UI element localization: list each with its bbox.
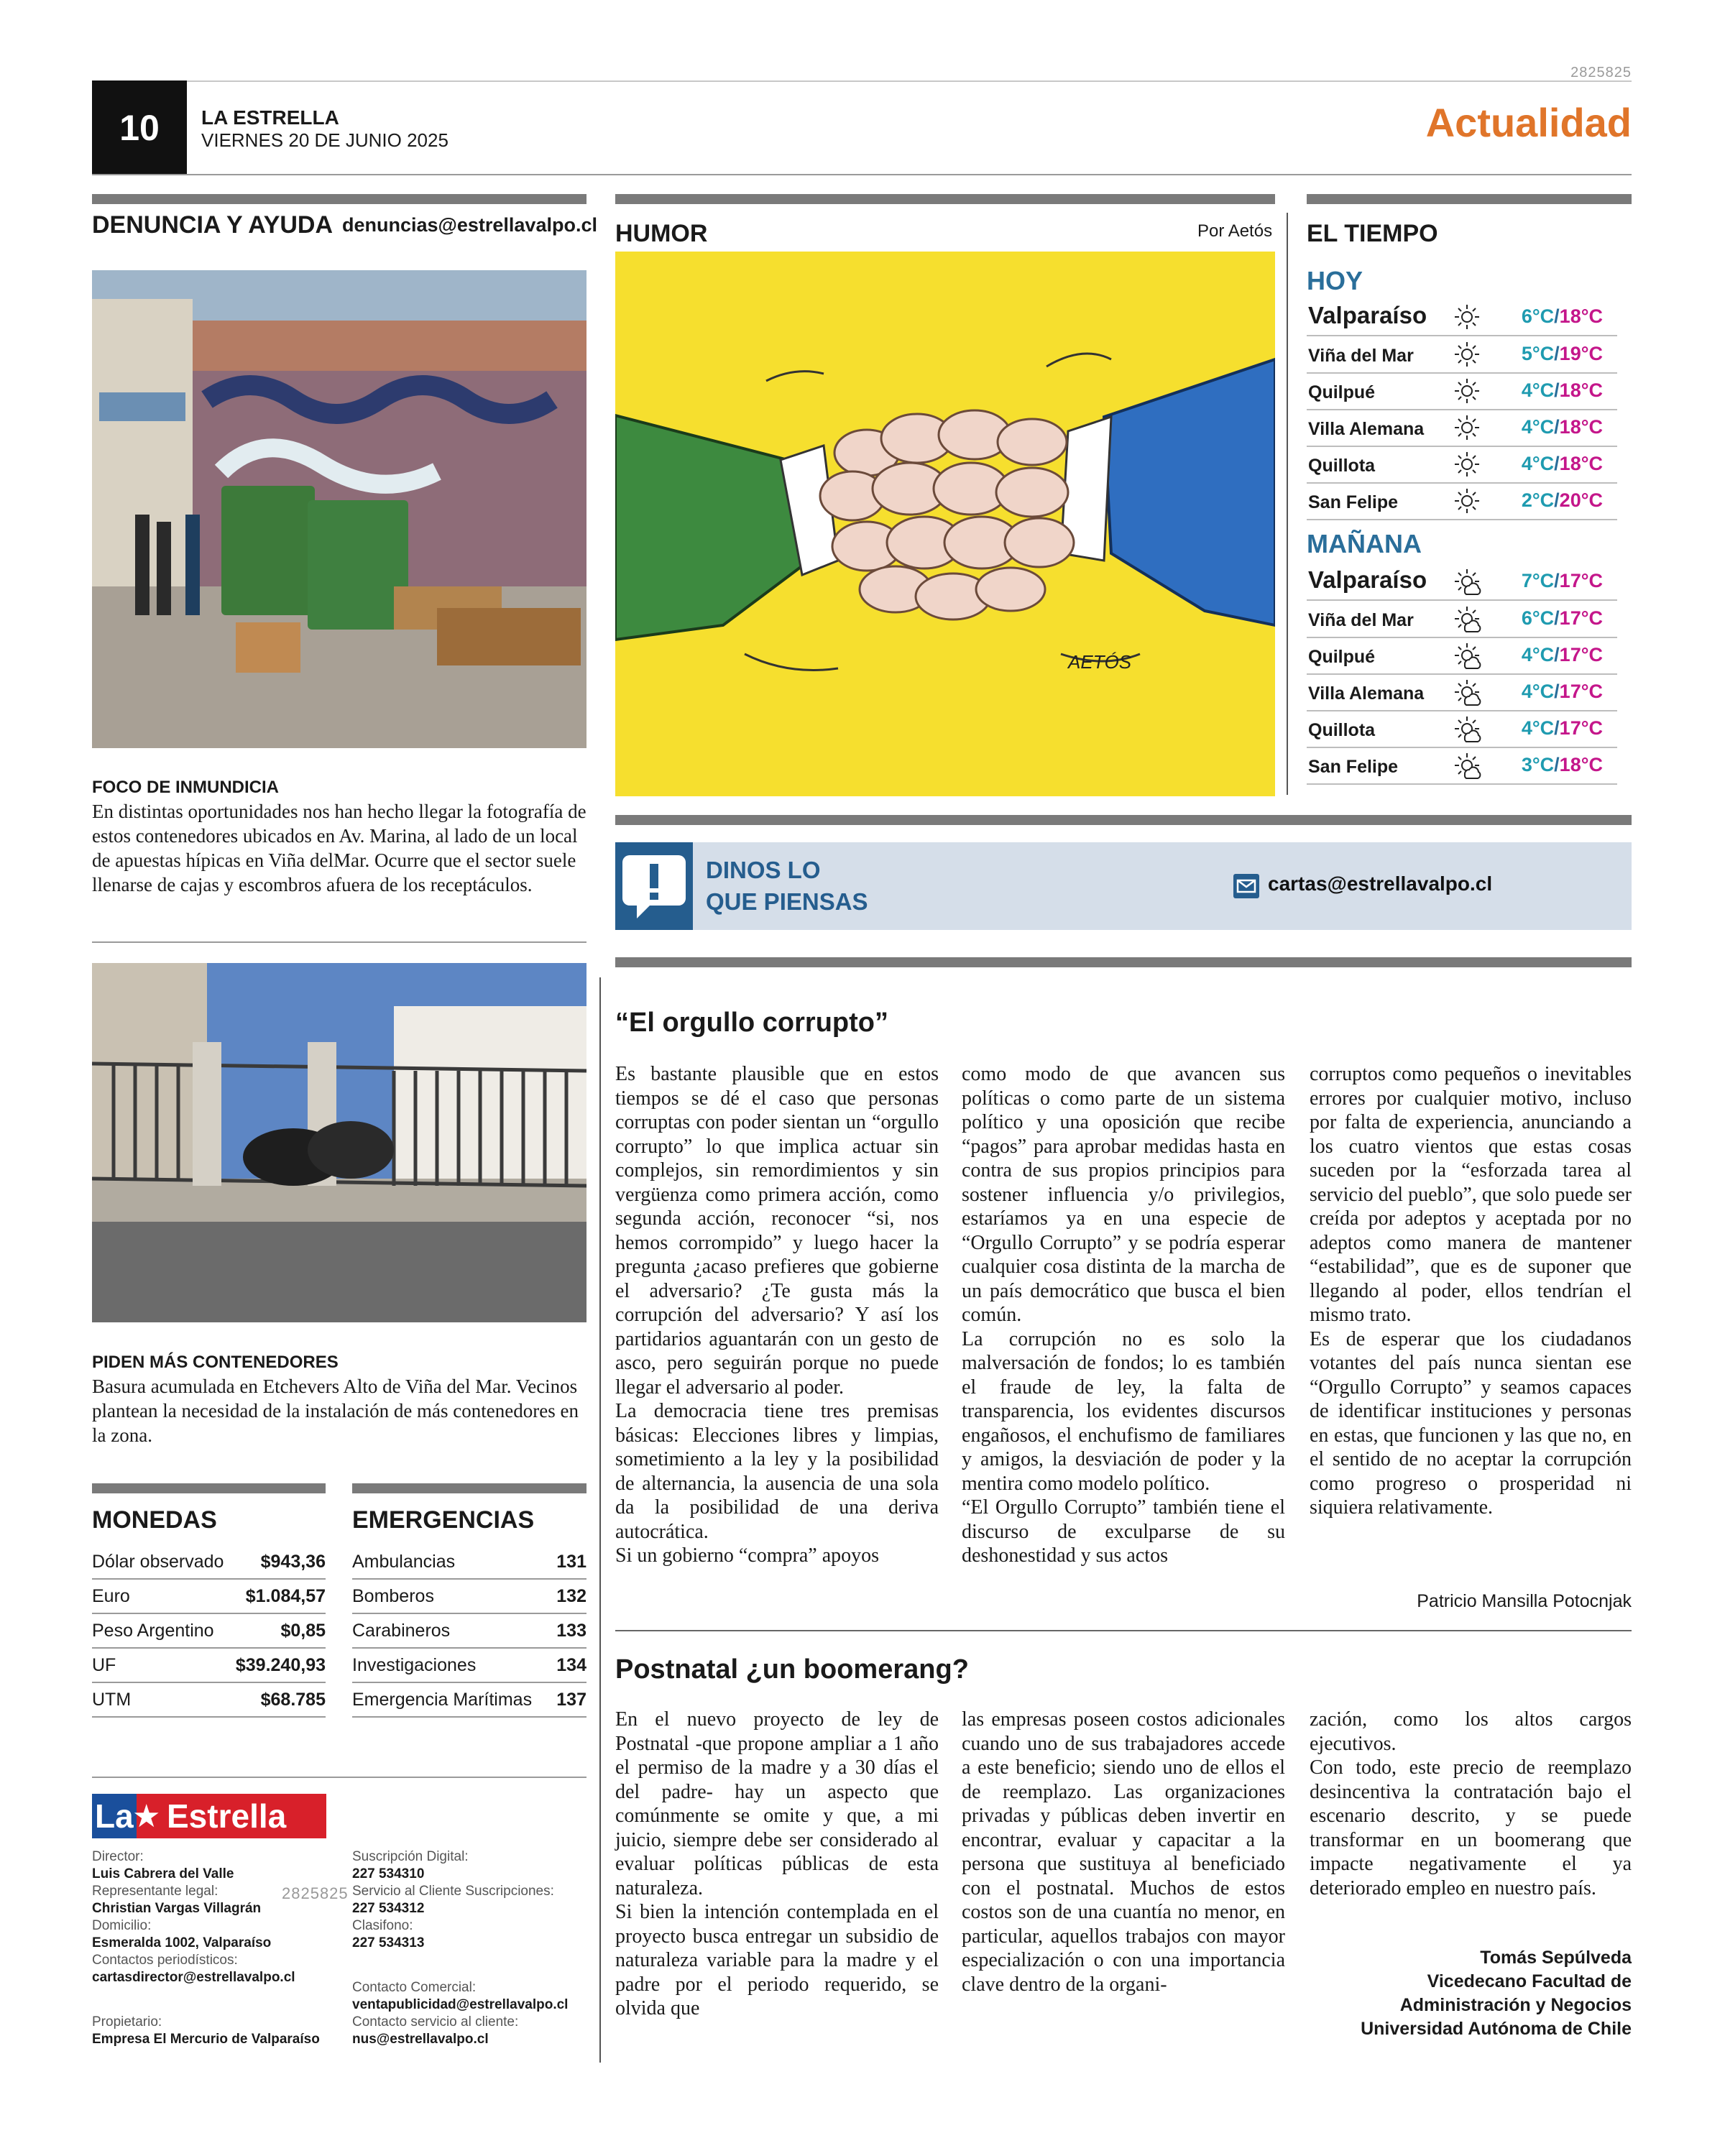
weather-temps (1522, 607, 1603, 630)
author-line: Universidad Autónoma de Chile (1361, 2019, 1632, 2039)
monedas-value: $68.785 (260, 1690, 326, 1710)
temp-separator: / (1554, 453, 1560, 474)
sun-cloud-icon (1452, 640, 1482, 671)
caption-title: FOCO DE INMUNDICIA (92, 778, 279, 797)
temp-separator: / (1554, 644, 1560, 665)
temp-max: 17°C (1559, 681, 1603, 702)
sun-icon (1452, 486, 1482, 516)
humor-cartoon (615, 252, 1275, 796)
sun-cloud-icon (1452, 677, 1482, 707)
temp-min: 2°C (1521, 489, 1555, 511)
masthead-value: Christian Vargas Villagrán (92, 1901, 262, 1916)
temp-min: 4°C (1521, 416, 1555, 438)
monedas-row (92, 1649, 326, 1683)
weather-temps (1522, 305, 1603, 328)
weather-city: Viña del Mar (1308, 346, 1414, 366)
temp-min: 7°C (1521, 570, 1555, 591)
weather-today-label: HOY (1307, 266, 1363, 295)
masthead-value: 227 534312 (352, 1901, 425, 1916)
emergencias-row (352, 1649, 586, 1683)
monedas-label: UTM (92, 1690, 132, 1710)
weather-row (1307, 676, 1617, 711)
weather-row (1307, 602, 1617, 638)
divider (615, 1630, 1632, 1631)
weather-temps (1522, 416, 1603, 438)
watermark: 2825825 (282, 1884, 349, 1902)
temp-min: 4°C (1521, 681, 1555, 702)
monedas-value: $943,36 (260, 1552, 326, 1572)
section-name: Actualidad (1425, 100, 1632, 145)
divider (92, 1777, 586, 1778)
masthead-value[interactable]: ventapublicidad@estrellavalpo.cl (352, 1997, 569, 2012)
weather-city: Quilpué (1308, 647, 1376, 667)
temp-max: 17°C (1559, 717, 1603, 739)
temp-separator: / (1554, 489, 1560, 511)
temp-separator: / (1554, 754, 1560, 775)
weather-temps (1522, 570, 1603, 592)
temp-min: 5°C (1521, 343, 1555, 364)
emergencias-label: Investigaciones (352, 1655, 477, 1675)
header-rule (92, 174, 1632, 175)
temp-separator: / (1554, 379, 1560, 401)
weather-city: Quillota (1308, 456, 1376, 476)
temp-max: 18°C (1559, 379, 1603, 401)
top-rule (92, 80, 1632, 82)
weather-temps (1522, 343, 1603, 365)
column-divider (599, 977, 601, 2063)
temp-separator: / (1554, 305, 1560, 327)
caption-text: En distintas oportunidades nos han hecho llegar la fotografía de estos contenedores ubicados en Av. Marina, al lado de un local de apuestas hípicas en Viña delMar. Ocurre que el sector suele llenarse de cajas y escombros afuera de los receptáculos. (92, 801, 586, 895)
author-line: Administración y Negocios (1399, 1995, 1632, 2015)
humor-author: Por Aetós (1197, 221, 1273, 241)
weather-row (1307, 448, 1617, 484)
masthead-label: Propietario: (92, 2014, 162, 2030)
emergencias-value: 134 (556, 1655, 586, 1675)
sun-cloud-icon (1452, 566, 1482, 596)
weather-city: San Felipe (1308, 492, 1399, 512)
masthead-label: Contacto Comercial: (352, 1980, 477, 1995)
article-column: En el nuevo proyecto de ley de Postnatal -que propone ampliar a 1 año el permiso de la madre y a 30 días el del padre- hay un aspecto que comúnmente se omite y que, a mi juicio, siempre debe ser considerado al evaluar políticas públicas de esta naturaleza. Si bien la intención contemplada en el proyecto busca entregar un subsidio de naturaleza variable para la madre y el padre por el periodo requerido, se olvida que (615, 1708, 939, 2019)
temp-max: 17°C (1559, 607, 1603, 629)
author-line: Vicedecano Facultad de (1427, 1971, 1632, 1991)
sun-cloud-icon (1452, 604, 1482, 634)
sun-icon (1452, 339, 1482, 369)
emergencias-row (352, 1545, 586, 1580)
sun-icon (1452, 376, 1482, 406)
article-column: zación, como los altos cargos ejecutivos. Con todo, este precio de reemplazo desincentiva la contratación bajo el escenario descrito, y se puede transformar en un boomerang que impacte negativamente el ya deteriorado empleo en nuestro país. (1310, 1708, 1632, 1899)
photo-containers (92, 270, 586, 748)
monedas-label: Euro (92, 1586, 130, 1606)
masthead-value: 227 534313 (352, 1935, 425, 1950)
logo-part1: La (95, 1797, 134, 1835)
la-estrella-logo (92, 1794, 326, 1838)
emergencias-value: 137 (556, 1690, 586, 1710)
dinos-line1: DINOS LO (706, 857, 821, 883)
section-bar (615, 957, 1632, 967)
dinos-email[interactable]: cartas@estrellavalpo.cl (1268, 872, 1493, 895)
weather-row (1307, 484, 1617, 520)
weather-temps (1522, 453, 1603, 475)
masthead-value: 227 534310 (352, 1866, 425, 1881)
temp-separator: / (1554, 607, 1560, 629)
weather-city: Quilpué (1308, 382, 1376, 402)
weather-temps (1522, 489, 1603, 512)
monedas-value: $0,85 (280, 1621, 326, 1641)
monedas-label: Peso Argentino (92, 1621, 214, 1641)
page-id: 2825825 (1570, 65, 1632, 80)
weather-city: Quillota (1308, 720, 1376, 740)
masthead-label: Servicio al Cliente Suscripciones: (352, 1884, 554, 1899)
emergencias-title: EMERGENCIAS (352, 1506, 535, 1534)
weather-temps (1522, 379, 1603, 402)
masthead-label: Representante legal: (92, 1884, 218, 1899)
emergencias-row (352, 1683, 586, 1718)
weather-row (1307, 639, 1617, 675)
article-column: las empresas poseen costos adicionales cuando uno de sus trabajadores accede a este beneficio; siendo uno de ellos el de reemplazo. Las organizaciones privadas y públicas deben invertir en encontrar, evaluar y capacitar a la persona que sustituya al beneficiado con el postnatal. Muchos de estos costos son de una cuantía no menor, en particular, aquellos trabajos con mayor especialización o con una importancia clave dentro de la organi- (962, 1708, 1285, 1996)
sun-cloud-icon (1452, 750, 1482, 780)
monedas-label: Dólar observado (92, 1552, 224, 1572)
weather-row (1307, 749, 1617, 785)
masthead-value: Luis Cabrera del Valle (92, 1866, 234, 1881)
emergencias-row (352, 1614, 586, 1649)
star-icon: ★ (132, 1798, 161, 1835)
weather-city: Villa Alemana (1308, 419, 1425, 439)
temp-min: 3°C (1521, 754, 1555, 775)
sun-icon (1452, 449, 1482, 479)
temp-separator: / (1554, 681, 1560, 702)
weather-city: Villa Alemana (1308, 683, 1425, 704)
humor-title: HUMOR (615, 220, 708, 247)
denuncia-title: DENUNCIA Y AYUDA (92, 211, 334, 239)
article-column: como modo de que avancen sus políticas o como parte de un sistema político y una oposición que recibe “pagos” para aprobar medidas hasta en contra de sus propios principios para sostener influencia y/o privilegios, estaríamos ya en una especie de “Orgullo Corrupto” y se podría esperar cualquier cosa distinta de la marcha de un país democrático que busca el bien común. La corrupción no es solo la malversación de fondos; lo es también el fraude de ley, la falta de transparencia, los evidentes discursos engañosos, el enchufismo de familiares y amigos, la desviación de poder y la mentira como modelo político. “El Orgullo Corrupto” también tiene el discurso de exculparse de su deshonestidad y sus actos (962, 1063, 1285, 1567)
masthead-label: Contactos periodísticos: (92, 1953, 238, 1968)
section-bar (92, 1483, 326, 1493)
monedas-row (92, 1580, 326, 1614)
section-bar (92, 194, 586, 204)
temp-max: 18°C (1559, 416, 1603, 438)
masthead-right (352, 1848, 554, 1952)
masthead-left (92, 1848, 295, 1986)
weather-row (1307, 559, 1617, 601)
section-bar (1307, 194, 1632, 204)
monedas-row (92, 1545, 326, 1580)
article-column: corruptos como pequeños o inevitables errores por cualquier motivo, incluso por falta de experiencia, anunciando a los cuatro vientos que estas cosas suceden por la “esforzada tarea al servicio del pueblo”, que solo puede ser creída por adeptos y aceptada por no adeptos como manera de mantener “estabilidad”, que es de suponer que llegando al poder, ellos tendrían el mismo trato. Es de esperar que los ciudadanos votantes del país nunca sientan ese “Orgullo Corrupto” y seamos capaces de identificar instituciones y personas en estas, que funcionen y las que no, en el sentido de no aceptar la corrupción como progreso o prosperidad ni siquiera relativamente. (1310, 1063, 1632, 1519)
article-column: Es bastante plausible que en estos tiempos se dé el caso que personas corruptas con poder sientan un “orgullo corrupto” lo que implica actuar sin complejos, sin remordimientos y sin vergüenza como primera acción, como segunda acción, reconocer “si, nos hemos corrompido” y luego hacer la pregunta ¿acaso prefieres que gobierne el adversario? ¿Te gusta más la corrupción del adversario? Y así los partidarios aguantarán con un gesto de asco, pero seguirán porque no puede llegar el adversario al poder. La democracia tiene tres premisas básicas: Elecciones libres y limpias, sometimiento a la ley y la posibilidad de alternancia, la ausencia de una sola da la posibilidad de una deriva autocrática. Si un gobierno “compra” apoyos (615, 1063, 939, 1567)
section-bar (615, 194, 1275, 204)
weather-city: Valparaíso (1308, 566, 1427, 593)
masthead-label: Clasifono: (352, 1918, 413, 1933)
envelope-icon (1233, 874, 1259, 898)
sun-cloud-icon (1452, 714, 1482, 744)
article-title: Postnatal ¿un boomerang? (615, 1654, 969, 1685)
masthead-right2 (352, 1979, 568, 2048)
emergencias-label: Bomberos (352, 1586, 434, 1606)
weather-city: Viña del Mar (1308, 610, 1414, 630)
temp-max: 20°C (1559, 489, 1603, 511)
masthead-label: Director: (92, 1849, 144, 1864)
temp-separator: / (1554, 570, 1560, 591)
monedas-value: $1.084,57 (245, 1586, 326, 1606)
emergencias-label: Emergencia Marítimas (352, 1690, 533, 1710)
emergencias-value: 133 (556, 1621, 586, 1641)
weather-temps (1522, 717, 1603, 740)
section-bar (352, 1483, 586, 1493)
article-author (1361, 1946, 1632, 2041)
weather-title: EL TIEMPO (1307, 220, 1438, 247)
temp-max: 18°C (1559, 305, 1603, 327)
masthead-value: Esmeralda 1002, Valparaíso (92, 1935, 272, 1950)
temp-min: 4°C (1521, 453, 1555, 474)
temp-min: 4°C (1521, 644, 1555, 665)
weather-row (1307, 374, 1617, 410)
monedas-value: $39.240,93 (235, 1655, 326, 1675)
emergencias-value: 131 (556, 1552, 586, 1572)
photo-garbage (92, 963, 586, 1322)
temp-separator: / (1554, 343, 1560, 364)
exclamation-speech-icon (615, 842, 693, 930)
temp-min: 4°C (1521, 717, 1555, 739)
caption-title: PIDEN MÁS CONTENEDORES (92, 1353, 339, 1372)
denuncia-email[interactable]: denuncias@estrellavalpo.cl (342, 214, 597, 236)
section-bar (615, 815, 1632, 825)
weather-temps (1522, 754, 1603, 776)
weather-row (1307, 411, 1617, 447)
masthead-value[interactable]: cartasdirector@estrellavalpo.cl (92, 1970, 295, 1985)
caption-text: Basura acumulada en Etchevers Alto de Viña del Mar. Vecinos plantean la necesidad de la instalación de más contenedores en la zona. (92, 1376, 579, 1446)
emergencias-value: 132 (556, 1586, 586, 1606)
dinos-banner (615, 842, 1632, 930)
temp-max: 17°C (1559, 644, 1603, 665)
temp-max: 19°C (1559, 343, 1603, 364)
cartoon-signature: AETÓS (1068, 651, 1132, 673)
weather-row (1307, 295, 1617, 336)
weather-temps (1522, 681, 1603, 703)
sun-icon (1452, 413, 1482, 443)
weather-temps (1522, 644, 1603, 666)
author-line: Tomás Sepúlveda (1480, 1948, 1632, 1968)
column-divider (1287, 213, 1288, 795)
monedas-row (92, 1614, 326, 1649)
paper-date: VIERNES 20 DE JUNIO 2025 (201, 129, 448, 151)
temp-max: 17°C (1559, 570, 1603, 591)
masthead-value[interactable]: nus@estrellavalpo.cl (352, 2032, 489, 2047)
article-author: Patricio Mansilla Potocnjak (1417, 1591, 1632, 1611)
monedas-label: UF (92, 1655, 116, 1675)
temp-max: 18°C (1559, 754, 1603, 775)
temp-max: 18°C (1559, 453, 1603, 474)
monedas-row (92, 1683, 326, 1718)
masthead-label: Suscripción Digital: (352, 1849, 469, 1864)
page-number: 10 (92, 80, 187, 175)
weather-row (1307, 338, 1617, 374)
temp-min: 6°C (1521, 607, 1555, 629)
emergencias-label: Ambulancias (352, 1552, 456, 1572)
logo-part2: Estrella (167, 1797, 287, 1835)
temp-separator: / (1554, 717, 1560, 739)
emergencias-row (352, 1580, 586, 1614)
weather-tomorrow-label: MAÑANA (1307, 529, 1422, 558)
weather-row (1307, 712, 1617, 748)
article-title: “El orgullo corrupto” (615, 1008, 888, 1038)
sun-icon (1452, 302, 1482, 332)
masthead-value: Empresa El Mercurio de Valparaíso (92, 2032, 320, 2047)
emergencias-label: Carabineros (352, 1621, 451, 1641)
masthead-label: Domicilio: (92, 1918, 152, 1933)
weather-city: San Felipe (1308, 757, 1399, 777)
temp-separator: / (1554, 416, 1560, 438)
dinos-line2: QUE PIENSAS (706, 888, 868, 915)
masthead-label: Contacto servicio al cliente: (352, 2014, 519, 2030)
temp-min: 4°C (1521, 379, 1555, 401)
weather-city: Valparaíso (1308, 302, 1427, 328)
paper-name: LA ESTRELLA (201, 106, 339, 129)
temp-min: 6°C (1521, 305, 1555, 327)
divider (92, 941, 586, 943)
monedas-title: MONEDAS (92, 1506, 217, 1534)
masthead-owner (92, 2014, 320, 2048)
